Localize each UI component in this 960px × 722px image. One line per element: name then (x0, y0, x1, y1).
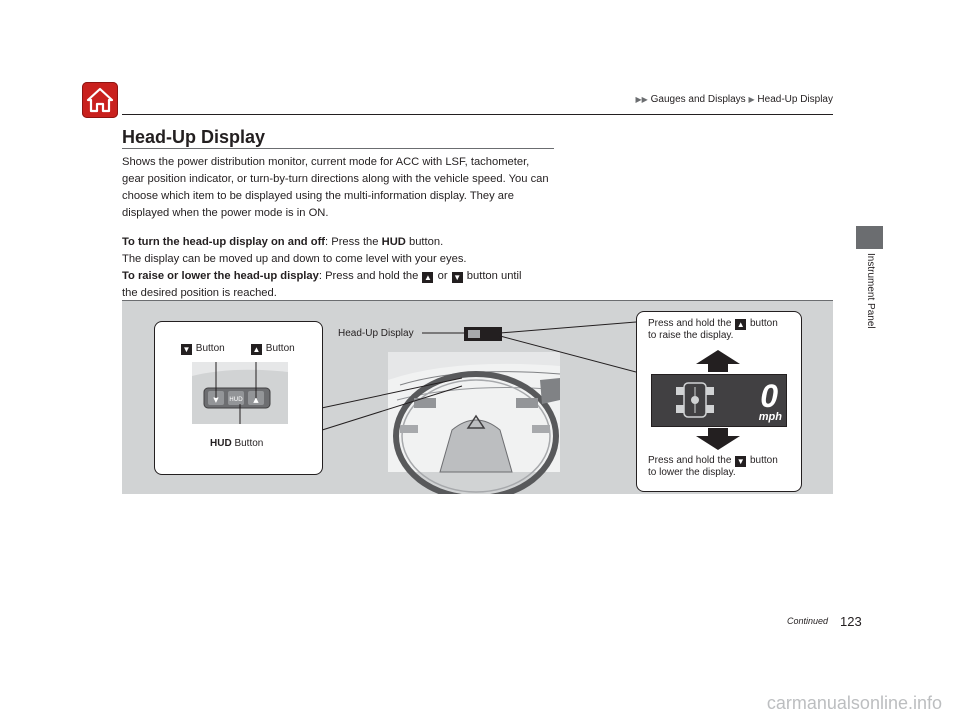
header-rule (122, 114, 833, 115)
down-arrow-key-icon: ▼ (736, 457, 745, 466)
svg-text:▼: ▼ (213, 396, 219, 404)
on-off-heading: To turn the head-up display on and off (122, 236, 326, 248)
down-button-label (180, 343, 225, 355)
page-number: 123 (840, 614, 862, 629)
raise-instruction-line2: to raise the display. (648, 330, 734, 341)
down-arrow-key-icon: ▼ (453, 273, 462, 282)
on-off-text-end: button. (405, 236, 444, 248)
lower-instruction-text: Press and hold the (648, 455, 732, 466)
hud-button-label-bold: HUD (210, 438, 232, 449)
raise-lower-paragraph (122, 268, 554, 302)
raise-lower-or: or (434, 270, 451, 282)
switch-hud-text: HUD (229, 396, 243, 403)
move-paragraph: The display can be moved up and down to come level with your eyes. (122, 253, 467, 265)
watermark: carmanualsonline.info (766, 693, 942, 713)
power-distribution-icon (668, 375, 728, 426)
hud-button-label-rest: Button (231, 438, 264, 449)
lower-instruction-button: button (749, 455, 778, 466)
breadcrumb-arrow-icon: ▶ (748, 95, 755, 104)
speed-unit: mph (758, 411, 782, 423)
section-tab-marker[interactable] (856, 226, 883, 249)
up-arrow-key-icon: ▲ (736, 320, 745, 329)
breadcrumb-arrow-icon: ▶▶ (635, 95, 648, 104)
home-icon (82, 82, 118, 118)
raise-lower-text-2: the desired position is reached. (122, 287, 277, 299)
hud-display-preview (651, 374, 787, 427)
head-up-display-label: Head-Up Display (338, 328, 414, 339)
raise-instruction-button: button (749, 318, 778, 329)
up-arrow-key-icon: ▲ (252, 345, 261, 354)
lower-instruction-line2: to lower the display. (648, 467, 736, 478)
raise-lower-heading: To raise or lower the head-up display (122, 270, 319, 282)
title-rule (122, 148, 554, 149)
lower-arrow-icon (696, 428, 740, 450)
up-button-label-text: Button (265, 343, 295, 354)
raise-lower-text: : Press and hold the (318, 270, 422, 282)
lower-instruction (648, 455, 778, 479)
steering-switch-image (192, 362, 288, 424)
down-button-label-text: Button (195, 343, 225, 354)
dashboard-image (388, 352, 560, 494)
breadcrumb-link-gauges[interactable]: Gauges and Displays (650, 94, 746, 105)
raise-lower-text-end: button until (463, 270, 522, 282)
svg-text:▲: ▲ (253, 396, 259, 404)
breadcrumb (636, 94, 833, 105)
on-off-paragraph (122, 234, 554, 251)
hud-button-label (210, 438, 263, 449)
continued-label: Continued (787, 616, 829, 626)
up-button-label (250, 343, 295, 355)
raise-arrow-icon (696, 350, 740, 372)
on-off-text: : Press the (325, 236, 382, 248)
home-button[interactable] (82, 82, 118, 118)
speed-value: 0 (760, 378, 778, 414)
page-title: Head-Up Display (122, 127, 266, 147)
raise-instruction-text: Press and hold the (648, 318, 732, 329)
up-arrow-key-icon: ▲ (424, 273, 432, 282)
breadcrumb-current: Head-Up Display (757, 94, 833, 105)
hud-keyword: HUD (381, 236, 406, 248)
down-arrow-key-icon: ▼ (182, 345, 191, 354)
raise-instruction (648, 318, 778, 342)
section-tab-label: Instrument Panel (865, 253, 876, 329)
intro-paragraph: Shows the power distribution monitor, current mode for ACC with LSF, tachometer, gear position indicator, or turn-by-turn directions along with the vehicle speed. You can choose which item to be displayed using the multi-information display. They are displayed when the power mode is in ON. (122, 156, 549, 219)
